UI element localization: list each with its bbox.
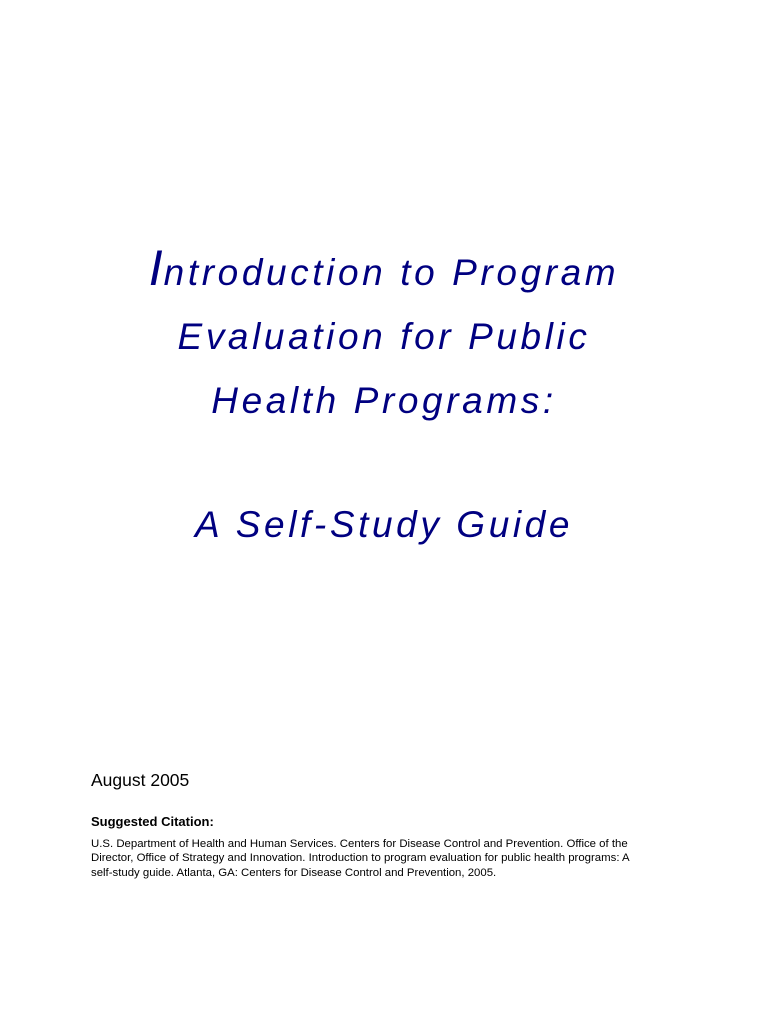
citation-line: U.S. Department of Health and Human Services. Centers for Disease Control and Prevention. Office of the	[91, 838, 628, 850]
title-line-3: Health Programs:	[211, 380, 557, 421]
document-title	[0, 236, 768, 557]
title-initial: I	[148, 240, 164, 296]
citation-line: self-study guide. Atlanta, GA: Centers for Disease Control and Prevention, 2005.	[91, 866, 497, 879]
citation-body	[91, 837, 691, 880]
title-line-1-rest: ntroduction to Program	[163, 252, 620, 293]
publication-date: August 2005	[91, 770, 190, 790]
title-line-1	[0, 236, 768, 305]
citation-line: Director, Office of Strategy and Innovation. Introduction to program evaluation for public health programs: A	[91, 852, 630, 865]
citation-heading: Suggested Citation:	[91, 814, 214, 829]
document-subtitle: A Self-Study Guide	[194, 504, 574, 545]
title-line-2: Evaluation for Public	[177, 316, 591, 357]
